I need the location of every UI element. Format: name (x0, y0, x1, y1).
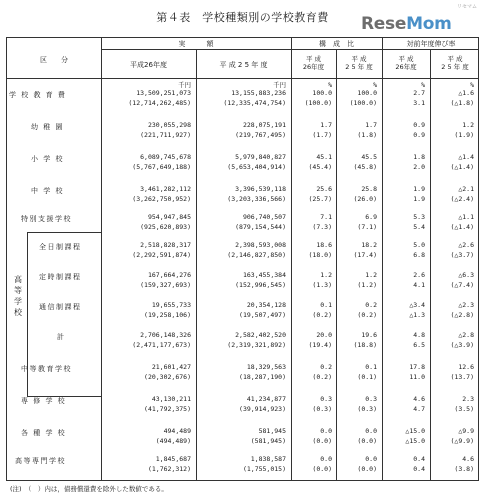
cell-value-excl-debt: △15.0 (405, 437, 425, 445)
cell-value-excl-debt: 4.7 (413, 405, 425, 413)
cell-value: 581,945 (258, 427, 286, 435)
cell-value: 2,398,593,008 (235, 241, 286, 249)
col-divider (430, 49, 431, 480)
table-cell (336, 300, 377, 320)
cell-value: 2,582,402,520 (235, 331, 286, 339)
table-cell (430, 88, 474, 108)
table-cell (101, 88, 191, 108)
cell-value-excl-debt: 0.9 (413, 131, 425, 139)
table-cell (382, 300, 425, 320)
cell-value: 2.7 (413, 89, 425, 97)
cell-value: 45.5 (361, 153, 377, 161)
cell-value-excl-debt: (2,146,827,850) (227, 251, 286, 259)
cell-value: 0.2 (320, 363, 332, 371)
table-cell (196, 120, 286, 140)
cell-value: 2.3 (462, 395, 474, 403)
row-label: 高等専門学校 (15, 457, 66, 465)
cell-value-excl-debt: (3.5) (454, 405, 474, 413)
table-cell (291, 362, 332, 382)
cell-value: 7.1 (320, 213, 332, 221)
table-cell (336, 394, 377, 414)
cell-value-excl-debt: 6.8 (413, 251, 425, 259)
table-cell (101, 330, 191, 350)
table-cell (101, 120, 191, 140)
col-divider (196, 49, 197, 480)
cell-value: 494,489 (163, 427, 191, 435)
header-ratio-h25 (336, 55, 382, 71)
cell-value: 19,655,733 (151, 301, 191, 309)
cell-value: 0.9 (413, 121, 425, 129)
cell-value-excl-debt: (0.0) (357, 437, 377, 445)
table-cell (291, 426, 332, 446)
cell-value-excl-debt: △1.3 (409, 311, 425, 319)
footnote: (注) （ ）内は，債務償還費を除外した数値である。 (10, 485, 168, 493)
table-cell (101, 184, 191, 204)
cell-value: 100.0 (357, 89, 377, 97)
cell-value-excl-debt: (△2.4) (450, 195, 474, 203)
cell-value: 4.6 (413, 395, 425, 403)
cell-value: 1.2 (320, 271, 332, 279)
cell-value-excl-debt: (7.1) (357, 223, 377, 231)
cell-value: 167,664,276 (147, 271, 191, 279)
cell-value: 20,354,128 (246, 301, 286, 309)
table-cell (430, 184, 474, 204)
table-cell (101, 362, 191, 382)
table-cell (291, 184, 332, 204)
table-cell (382, 152, 425, 172)
table-cell (382, 270, 425, 290)
cell-value: △3.4 (409, 301, 425, 309)
header-growth-h25-b: 2 5 年 度 (441, 63, 469, 71)
cell-value-excl-debt: (18.0) (308, 251, 332, 259)
table-cell (336, 120, 377, 140)
cell-value: 1.9 (413, 185, 425, 193)
header-growth: 対前年度伸び率 (406, 40, 456, 48)
table-cell (430, 270, 474, 290)
header-amount: 実 額 (178, 40, 214, 48)
header-category: 区 分 (40, 56, 68, 64)
unit-pct-r25: % (373, 81, 377, 89)
cell-value: △9.9 (458, 427, 474, 435)
row-label: 定時制課程 (39, 273, 82, 281)
cell-value: 13,509,251,073 (136, 89, 191, 97)
cell-value-excl-debt: 2.0 (413, 163, 425, 171)
cell-value: 5,979,840,827 (235, 153, 286, 161)
table-cell (101, 394, 191, 414)
table-cell (196, 240, 286, 260)
cell-value: △1.4 (458, 153, 474, 161)
table-cell (382, 362, 425, 382)
cell-value: △2.3 (458, 301, 474, 309)
cell-value-excl-debt: (581,945) (250, 437, 286, 445)
cell-value: 19.6 (361, 331, 377, 339)
cell-value: 1,845,687 (155, 455, 191, 463)
cell-value-excl-debt: (7.3) (312, 223, 332, 231)
cell-value: 100.0 (312, 89, 332, 97)
cell-value-excl-debt: (1.2) (357, 281, 377, 289)
cell-value-excl-debt: (45.4) (308, 163, 332, 171)
cell-value: △2.6 (458, 241, 474, 249)
cell-value-excl-debt: (13.7) (450, 373, 474, 381)
cell-value-excl-debt: (25.7) (308, 195, 332, 203)
table-cell (382, 184, 425, 204)
table-cell (430, 212, 474, 232)
row-label: 中 学 校 (31, 187, 64, 195)
cell-value: 0.0 (320, 427, 332, 435)
table-cell (336, 212, 377, 232)
table-cell (336, 240, 377, 260)
cell-value-excl-debt: 5.4 (413, 223, 425, 231)
cell-value-excl-debt: (152,996,545) (235, 281, 286, 289)
cell-value-excl-debt: (0.3) (312, 405, 332, 413)
cell-value-excl-debt: (3.8) (454, 465, 474, 473)
cell-value: △2.8 (458, 331, 474, 339)
cell-value: 2,706,148,326 (140, 331, 191, 339)
table-cell (291, 240, 332, 260)
cell-value: 0.4 (413, 455, 425, 463)
cell-value: 2.6 (413, 271, 425, 279)
table-cell (336, 426, 377, 446)
table-cell (101, 240, 191, 260)
table-cell (291, 394, 332, 414)
header-growth-h26-a: 平 成 (398, 55, 414, 63)
header-ratio: 構 成 比 (319, 40, 354, 48)
table-cell (430, 330, 474, 350)
logo-subtext: リセマム (457, 4, 477, 10)
table-cell (382, 120, 425, 140)
row-label: 専 修 学 校 (21, 397, 67, 405)
cell-value-excl-debt: 11.0 (409, 373, 425, 381)
cell-value-excl-debt: (△1.4) (450, 223, 474, 231)
cell-value: 0.0 (320, 455, 332, 463)
table-cell (382, 330, 425, 350)
cell-value: 230,055,298 (147, 121, 191, 129)
header-growth-h25 (430, 55, 480, 71)
cell-value: 0.3 (365, 395, 377, 403)
table-cell (291, 454, 332, 474)
logo-word-b: Mom (406, 14, 452, 34)
cell-value: 6.9 (365, 213, 377, 221)
table-cell (196, 362, 286, 382)
cell-value-excl-debt: (12,714,262,485) (128, 99, 191, 107)
cell-value: 45.1 (316, 153, 332, 161)
table-cell (336, 454, 377, 474)
cell-value-excl-debt: (△1.4) (450, 163, 474, 171)
table-cell (336, 362, 377, 382)
table-cell (336, 184, 377, 204)
cell-value: △2.1 (458, 185, 474, 193)
header-ratio-h25-a: 平 成 (351, 55, 367, 63)
cell-value: 21,601,427 (151, 363, 191, 371)
cell-value-excl-debt: (41,792,375) (144, 405, 191, 413)
table-cell (196, 270, 286, 290)
cell-value-excl-debt: 0.4 (413, 465, 425, 473)
table-cell (101, 426, 191, 446)
table-cell (196, 394, 286, 414)
cell-value: 2,518,828,317 (140, 241, 191, 249)
cell-value-excl-debt: (△7.4) (450, 281, 474, 289)
table-cell (382, 88, 425, 108)
cell-value: 0.0 (365, 455, 377, 463)
table-cell (430, 454, 474, 474)
cell-value: 1,838,587 (250, 455, 286, 463)
cell-value: 0.0 (365, 427, 377, 435)
cell-value: △1.6 (458, 89, 474, 97)
row-label: 計 (57, 333, 66, 341)
table-cell (382, 212, 425, 232)
header-amount-h26: 平成26年度 (130, 61, 167, 69)
cell-value-excl-debt: (0.0) (357, 465, 377, 473)
cell-value-excl-debt: 4.1 (413, 281, 425, 289)
cell-value: 41,234,877 (246, 395, 286, 403)
cell-value-excl-debt: (0.1) (357, 373, 377, 381)
cell-value-excl-debt: (18,287,190) (239, 373, 286, 381)
table-cell (291, 88, 332, 108)
header-ratio-h26-b: 26年度 (302, 63, 325, 71)
cell-value-excl-debt: (0.2) (357, 311, 377, 319)
table-cell (291, 300, 332, 320)
cell-value: 954,947,845 (147, 213, 191, 221)
cell-value: 0.2 (365, 301, 377, 309)
cell-value: 3,396,539,118 (235, 185, 286, 193)
table-cell (336, 88, 377, 108)
cell-value-excl-debt: (100.0) (304, 99, 332, 107)
cell-value: 5.0 (413, 241, 425, 249)
cell-value-excl-debt: (△1.8) (450, 99, 474, 107)
cell-value: 0.1 (365, 363, 377, 371)
cell-value: 5.3 (413, 213, 425, 221)
table-cell (196, 454, 286, 474)
table-cell (196, 300, 286, 320)
cell-value-excl-debt: (2,319,321,892) (227, 341, 286, 349)
table-cell (382, 240, 425, 260)
header-ratio-h25-b: 2 5 年 度 (345, 63, 373, 71)
header-growth-h26-b: 26年度 (395, 63, 417, 71)
row-label: 小 学 校 (31, 155, 64, 163)
cell-value-excl-debt: (219,767,495) (235, 131, 286, 139)
table-cell (196, 152, 286, 172)
cell-value-excl-debt: (39,914,923) (239, 405, 286, 413)
cell-value: 1.7 (365, 121, 377, 129)
header-amount-h25: 平 成 2 5 年 度 (219, 61, 268, 69)
cell-value: △6.3 (458, 271, 474, 279)
row-label: 通信制課程 (39, 303, 82, 311)
table-cell (382, 426, 425, 446)
cell-value: 20.0 (316, 331, 332, 339)
cell-value-excl-debt: (1.8) (357, 131, 377, 139)
cell-value-excl-debt: (17.4) (353, 251, 377, 259)
cell-value-excl-debt: (2,471,177,673) (132, 341, 191, 349)
table-cell (196, 88, 286, 108)
row-label: 中等教育学校 (21, 365, 72, 373)
cell-value: 12.6 (458, 363, 474, 371)
cell-value-excl-debt: (221,711,927) (140, 131, 191, 139)
cell-value-excl-debt: (△3.7) (450, 251, 474, 259)
unit-pct-g26: % (421, 81, 425, 89)
cell-value: 25.8 (361, 185, 377, 193)
table-cell (430, 240, 474, 260)
cell-value-excl-debt: (12,335,474,754) (223, 99, 286, 107)
row-label: 全日制課程 (39, 243, 82, 251)
header-ratio-h26 (291, 55, 336, 71)
cell-value-excl-debt: (3,262,750,952) (132, 195, 191, 203)
cell-value-excl-debt: (△9.9) (450, 437, 474, 445)
koto-bracket-top (27, 232, 101, 233)
cell-value: 4.6 (462, 455, 474, 463)
cell-value: 43,130,211 (151, 395, 191, 403)
cell-value-excl-debt: 1.9 (413, 195, 425, 203)
resemom-logo (359, 3, 479, 35)
cell-value: 1.7 (320, 121, 332, 129)
cell-value-excl-debt: (1.9) (454, 131, 474, 139)
cell-value: 0.3 (320, 395, 332, 403)
logo-wordmark (361, 14, 452, 34)
cell-value-excl-debt: (19,507,497) (239, 311, 286, 319)
cell-value-excl-debt: (20,302,676) (144, 373, 191, 381)
cell-value-excl-debt: (0.0) (312, 465, 332, 473)
education-expense-table (6, 37, 479, 481)
table-cell (196, 330, 286, 350)
cell-value-excl-debt: (1.3) (312, 281, 332, 289)
header-growth-h26 (382, 55, 430, 71)
cell-value: 163,455,384 (242, 271, 286, 279)
table-cell (101, 152, 191, 172)
cell-value-excl-debt: (0.2) (312, 311, 332, 319)
cell-value: △1.1 (458, 213, 474, 221)
table-cell (430, 152, 474, 172)
cell-value-excl-debt: (1,755,015) (242, 465, 286, 473)
cell-value: 4.8 (413, 331, 425, 339)
table-cell (430, 362, 474, 382)
unit-yen-h26: 千円 (178, 81, 191, 89)
table-cell (196, 426, 286, 446)
cell-value: 13,155,883,236 (231, 89, 286, 97)
table-title: 第４表 学校種類別の学校教育費 (156, 11, 329, 24)
cell-value-excl-debt: (2,292,591,874) (132, 251, 191, 259)
table-cell (291, 152, 332, 172)
cell-value-excl-debt: 6.5 (413, 341, 425, 349)
table-cell (430, 300, 474, 320)
cell-value-excl-debt: 3.1 (413, 99, 425, 107)
cell-value-excl-debt: (0.0) (312, 437, 332, 445)
unit-pct-g25: % (470, 81, 474, 89)
row-label: 学 校 教 育 費 (9, 91, 67, 99)
cell-value: 1.8 (413, 153, 425, 161)
table-cell (291, 120, 332, 140)
header-growth-h25-a: 平 成 (447, 55, 463, 63)
cell-value-excl-debt: (0.2) (312, 373, 332, 381)
cell-value-excl-debt: (19,258,106) (144, 311, 191, 319)
cell-value: 228,075,191 (242, 121, 286, 129)
table-cell (101, 300, 191, 320)
cell-value-excl-debt: (△2.8) (450, 311, 474, 319)
cell-value: 6,089,745,678 (140, 153, 191, 161)
table-cell (430, 394, 474, 414)
cell-value: 1.2 (462, 121, 474, 129)
cell-value-excl-debt: (1.7) (312, 131, 332, 139)
table-cell (291, 270, 332, 290)
cell-value-excl-debt: (3,203,336,566) (227, 195, 286, 203)
cell-value-excl-debt: (5,767,649,188) (132, 163, 191, 171)
row-label: 幼 稚 園 (31, 123, 64, 131)
header-divider (101, 49, 478, 50)
header-ratio-h26-a: 平 成 (305, 55, 322, 63)
table-cell (382, 394, 425, 414)
cell-value-excl-debt: (5,653,404,914) (227, 163, 286, 171)
table-cell (101, 270, 191, 290)
cell-value-excl-debt: (100.0) (349, 99, 377, 107)
table-cell (382, 454, 425, 474)
cell-value-excl-debt: (494,489) (155, 437, 191, 445)
cell-value: 18,329,563 (246, 363, 286, 371)
col-divider (336, 49, 337, 480)
cell-value-excl-debt: (18.8) (353, 341, 377, 349)
cell-value-excl-debt: (879,154,544) (235, 223, 286, 231)
cell-value: 3,461,282,112 (140, 185, 191, 193)
cell-value: 0.1 (320, 301, 332, 309)
cell-value-excl-debt: (△3.9) (450, 341, 474, 349)
cell-value: 17.8 (409, 363, 425, 371)
table-cell (336, 330, 377, 350)
cell-value: 906,740,507 (242, 213, 286, 221)
cell-value-excl-debt: (45.8) (353, 163, 377, 171)
cell-value-excl-debt: (0.3) (357, 405, 377, 413)
table-cell (430, 426, 474, 446)
cell-value: 25.6 (316, 185, 332, 193)
cell-value-excl-debt: (26.0) (353, 195, 377, 203)
logo-word-a: Rese (361, 14, 407, 34)
koto-group-label: 高等学校 (14, 275, 22, 317)
row-label: 各 種 学 校 (21, 429, 67, 437)
cell-value: △15.0 (405, 427, 425, 435)
unit-pct-r26: % (328, 81, 332, 89)
table-cell (101, 454, 191, 474)
table-cell (291, 330, 332, 350)
table-cell (430, 120, 474, 140)
cell-value-excl-debt: (19.4) (308, 341, 332, 349)
cell-value: 18.2 (361, 241, 377, 249)
table-cell (101, 212, 191, 232)
table-cell (291, 212, 332, 232)
cell-value-excl-debt: (925,620,893) (140, 223, 191, 231)
cell-value-excl-debt: (1,762,312) (147, 465, 191, 473)
header-bottom-line (7, 78, 478, 79)
cell-value-excl-debt: (159,327,693) (140, 281, 191, 289)
table-cell (196, 184, 286, 204)
table-cell (336, 152, 377, 172)
cell-value: 1.2 (365, 271, 377, 279)
table-cell (196, 212, 286, 232)
table-cell (336, 270, 377, 290)
cell-value: 18.6 (316, 241, 332, 249)
row-label: 特別支援学校 (21, 215, 72, 223)
unit-yen-h25: 千円 (273, 81, 286, 89)
